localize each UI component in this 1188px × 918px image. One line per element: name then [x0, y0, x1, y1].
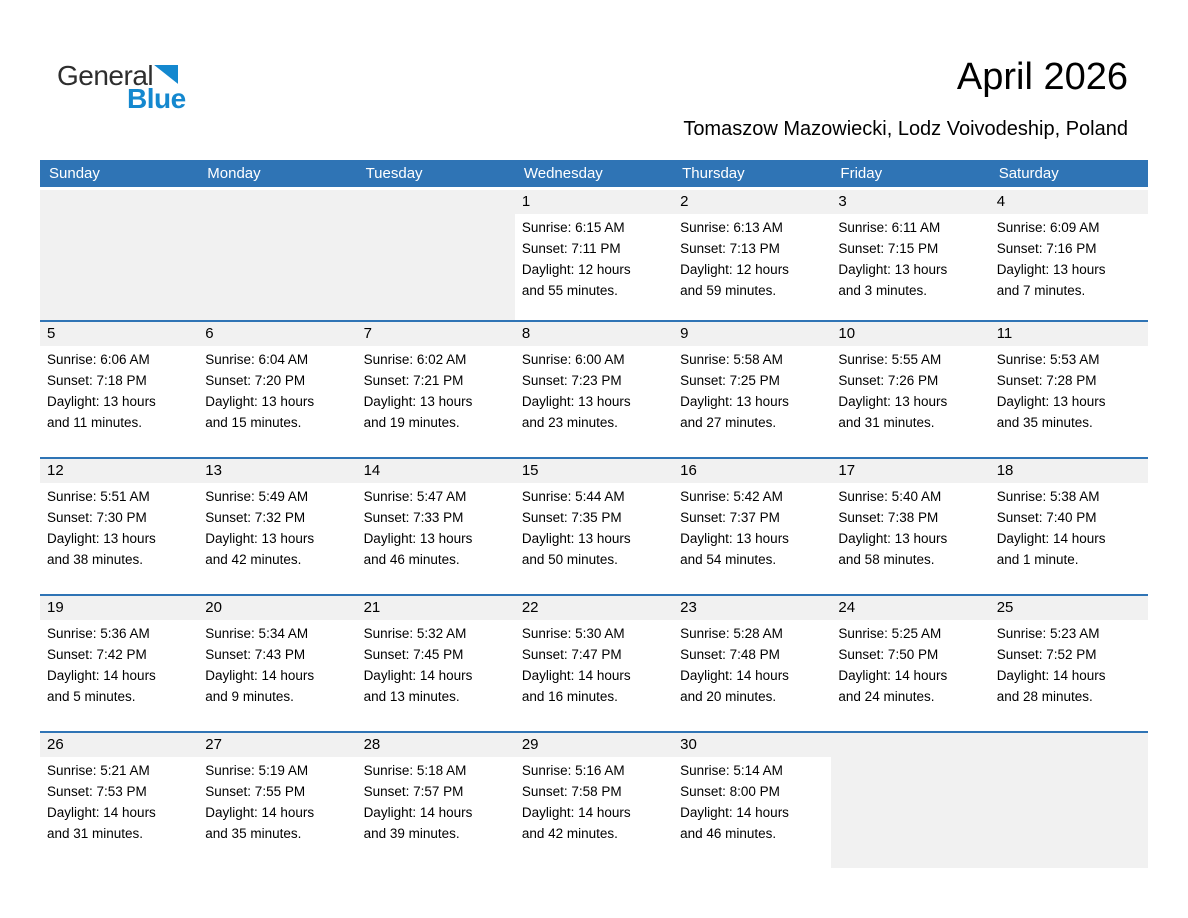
daylight-text-line2: and 31 minutes.	[47, 825, 144, 841]
sunrise-text: Sunrise: 5:44 AM	[521, 489, 625, 504]
daylight-text-line1: Daylight: 14 hours	[680, 667, 789, 683]
calendar-empty-cell	[198, 190, 356, 320]
day-number: 16	[673, 459, 831, 483]
day-info	[673, 483, 831, 571]
calendar-day-cell	[673, 733, 831, 868]
daylight-text-line1: Daylight: 14 hours	[521, 804, 631, 820]
daylight-text-line1: Daylight: 14 hours	[521, 667, 631, 683]
calendar-day-cell	[990, 459, 1148, 594]
logo-text-blue: Blue	[127, 83, 186, 114]
empty-number-band	[357, 190, 515, 214]
daylight-text-line2: and 20 minutes.	[680, 688, 777, 704]
week-row	[40, 457, 1148, 594]
sunset-text: Sunset: 7:26 PM	[838, 372, 939, 388]
day-info	[40, 620, 198, 708]
day-info	[357, 620, 515, 708]
day-number: 30	[673, 733, 831, 757]
day-number: 2	[673, 190, 831, 214]
calendar-day-cell	[198, 596, 356, 731]
empty-number-band	[990, 733, 1148, 757]
day-info	[515, 214, 673, 302]
sunrise-text: Sunrise: 5:51 AM	[47, 489, 150, 504]
sunrise-text: Sunrise: 5:19 AM	[205, 763, 309, 778]
sunset-text: Sunset: 7:13 PM	[680, 240, 780, 256]
daylight-text-line2: and 7 minutes.	[996, 282, 1086, 298]
daylight-text-line2: and 19 minutes.	[363, 414, 460, 430]
sunset-text: Sunset: 7:48 PM	[680, 646, 780, 662]
day-number: 24	[831, 596, 989, 620]
sunset-text: Sunset: 7:58 PM	[521, 783, 622, 799]
page-subtitle: Tomaszow Mazowiecki, Lodz Voivodeship, Poland	[683, 118, 1128, 140]
calendar-day-cell	[673, 322, 831, 457]
day-number: 21	[357, 596, 515, 620]
sunrise-text: Sunrise: 5:40 AM	[838, 489, 942, 504]
daylight-text-line1: Daylight: 13 hours	[838, 261, 948, 277]
weekday-sunday: Sunday	[49, 165, 100, 182]
daylight-text-line1: Daylight: 13 hours	[838, 393, 948, 409]
sunset-text: Sunset: 7:33 PM	[363, 509, 464, 525]
daylight-text-line1: Daylight: 13 hours	[996, 393, 1106, 409]
logo	[57, 60, 217, 115]
sunrise-text: Sunrise: 6:09 AM	[996, 220, 1100, 235]
day-info	[515, 620, 673, 708]
sunrise-text: Sunrise: 5:58 AM	[680, 352, 783, 367]
daylight-text-line1: Daylight: 13 hours	[363, 530, 473, 546]
day-number: 18	[990, 459, 1148, 483]
sunset-text: Sunset: 7:11 PM	[521, 240, 621, 256]
sunset-text: Sunset: 7:32 PM	[205, 509, 306, 525]
daylight-text-line2: and 23 minutes.	[521, 414, 618, 430]
day-number: 25	[990, 596, 1148, 620]
calendar	[40, 160, 1148, 868]
day-info	[673, 620, 831, 708]
daylight-text-line1: Daylight: 14 hours	[205, 804, 315, 820]
calendar-day-cell	[40, 459, 198, 594]
sunset-text: Sunset: 7:52 PM	[996, 646, 1097, 662]
day-number: 12	[40, 459, 198, 483]
day-number: 19	[40, 596, 198, 620]
daylight-text-line1: Daylight: 12 hours	[521, 261, 631, 277]
week-row	[40, 594, 1148, 731]
weekday-thursday: Thursday	[682, 165, 745, 182]
sunset-text: Sunset: 7:57 PM	[363, 783, 464, 799]
day-number: 17	[831, 459, 989, 483]
daylight-text-line1: Daylight: 14 hours	[363, 667, 473, 683]
sunrise-text: Sunrise: 6:13 AM	[680, 220, 783, 235]
page-title: April 2026	[956, 56, 1128, 98]
day-info	[357, 757, 515, 845]
calendar-day-cell	[831, 459, 989, 594]
calendar-day-cell	[831, 322, 989, 457]
day-number: 8	[515, 322, 673, 346]
daylight-text-line1: Daylight: 14 hours	[838, 667, 948, 683]
daylight-text-line2: and 42 minutes.	[521, 825, 618, 841]
daylight-text-line1: Daylight: 13 hours	[47, 393, 156, 409]
daylight-text-line1: Daylight: 13 hours	[47, 530, 156, 546]
day-info	[673, 346, 831, 434]
daylight-text-line1: Daylight: 13 hours	[521, 530, 631, 546]
sunset-text: Sunset: 8:00 PM	[680, 783, 780, 799]
daylight-text-line2: and 35 minutes.	[205, 825, 302, 841]
day-number: 27	[198, 733, 356, 757]
daylight-text-line1: Daylight: 14 hours	[47, 804, 156, 820]
day-info	[40, 757, 198, 845]
sunset-text: Sunset: 7:30 PM	[47, 509, 147, 525]
daylight-text-line1: Daylight: 13 hours	[521, 393, 631, 409]
empty-number-band	[831, 733, 989, 757]
day-number: 13	[198, 459, 356, 483]
day-number: 11	[990, 322, 1148, 346]
day-info	[990, 214, 1148, 302]
daylight-text-line1: Daylight: 13 hours	[838, 530, 948, 546]
daylight-text-line1: Daylight: 14 hours	[47, 667, 156, 683]
sunrise-text: Sunrise: 5:34 AM	[205, 626, 309, 641]
calendar-day-cell	[198, 322, 356, 457]
sunrise-text: Sunrise: 5:42 AM	[680, 489, 783, 504]
daylight-text-line2: and 58 minutes.	[838, 551, 935, 567]
sunset-text: Sunset: 7:37 PM	[680, 509, 780, 525]
week-row	[40, 320, 1148, 457]
calendar-day-cell	[990, 596, 1148, 731]
day-number: 29	[515, 733, 673, 757]
weekday-monday: Monday	[207, 165, 261, 182]
calendar-day-cell	[357, 322, 515, 457]
daylight-text-line2: and 42 minutes.	[205, 551, 302, 567]
daylight-text-line2: and 24 minutes.	[838, 688, 935, 704]
daylight-text-line2: and 59 minutes.	[680, 282, 777, 298]
sunset-text: Sunset: 7:47 PM	[521, 646, 622, 662]
day-number: 9	[673, 322, 831, 346]
day-number: 6	[198, 322, 356, 346]
calendar-day-cell	[515, 459, 673, 594]
sunrise-text: Sunrise: 6:06 AM	[47, 352, 150, 367]
day-number: 23	[673, 596, 831, 620]
day-number: 14	[357, 459, 515, 483]
day-info	[831, 346, 989, 434]
daylight-text-line2: and 1 minute.	[996, 551, 1079, 567]
daylight-text-line1: Daylight: 14 hours	[680, 804, 789, 820]
sunset-text: Sunset: 7:18 PM	[47, 372, 147, 388]
day-info	[990, 620, 1148, 708]
daylight-text-line2: and 9 minutes.	[205, 688, 294, 704]
sunrise-text: Sunrise: 6:04 AM	[205, 352, 309, 367]
day-info	[40, 346, 198, 434]
sunrise-text: Sunrise: 5:25 AM	[838, 626, 942, 641]
daylight-text-line2: and 16 minutes.	[521, 688, 618, 704]
sunset-text: Sunset: 7:38 PM	[838, 509, 939, 525]
calendar-day-cell	[673, 596, 831, 731]
sunrise-text: Sunrise: 5:18 AM	[363, 763, 467, 778]
sunset-text: Sunset: 7:25 PM	[680, 372, 780, 388]
daylight-text-line1: Daylight: 14 hours	[363, 804, 473, 820]
sunrise-text: Sunrise: 6:02 AM	[363, 352, 467, 367]
day-number: 15	[515, 459, 673, 483]
empty-number-band	[40, 190, 198, 214]
sunset-text: Sunset: 7:53 PM	[47, 783, 147, 799]
daylight-text-line2: and 46 minutes.	[680, 825, 777, 841]
daylight-text-line1: Daylight: 13 hours	[680, 530, 789, 546]
calendar-empty-cell	[831, 733, 989, 868]
sunrise-text: Sunrise: 6:00 AM	[521, 352, 625, 367]
calendar-day-cell	[357, 733, 515, 868]
daylight-text-line2: and 54 minutes.	[680, 551, 777, 567]
day-info	[515, 346, 673, 434]
day-info	[673, 757, 831, 845]
calendar-day-cell	[357, 596, 515, 731]
daylight-text-line1: Daylight: 13 hours	[205, 393, 315, 409]
day-number: 26	[40, 733, 198, 757]
calendar-day-cell	[198, 733, 356, 868]
daylight-text-line2: and 5 minutes.	[47, 688, 136, 704]
day-number: 10	[831, 322, 989, 346]
daylight-text-line2: and 55 minutes.	[521, 282, 618, 298]
day-number: 7	[357, 322, 515, 346]
calendar-empty-cell	[40, 190, 198, 320]
empty-number-band	[198, 190, 356, 214]
day-number: 3	[831, 190, 989, 214]
week-row	[40, 190, 1148, 320]
day-number: 1	[515, 190, 673, 214]
calendar-day-cell	[40, 322, 198, 457]
daylight-text-line2: and 35 minutes.	[996, 414, 1093, 430]
day-info	[40, 483, 198, 571]
calendar-day-cell	[40, 596, 198, 731]
daylight-text-line1: Daylight: 14 hours	[205, 667, 315, 683]
daylight-text-line1: Daylight: 13 hours	[205, 530, 315, 546]
day-info	[198, 620, 356, 708]
daylight-text-line2: and 27 minutes.	[680, 414, 777, 430]
day-info	[515, 757, 673, 845]
day-info	[515, 483, 673, 571]
sunset-text: Sunset: 7:42 PM	[47, 646, 147, 662]
sunrise-text: Sunrise: 5:55 AM	[838, 352, 942, 367]
sunset-text: Sunset: 7:50 PM	[838, 646, 939, 662]
day-info	[990, 483, 1148, 571]
daylight-text-line1: Daylight: 13 hours	[363, 393, 473, 409]
sunset-text: Sunset: 7:15 PM	[838, 240, 939, 256]
daylight-text-line2: and 31 minutes.	[838, 414, 935, 430]
day-info	[357, 483, 515, 571]
daylight-text-line2: and 13 minutes.	[363, 688, 460, 704]
calendar-day-cell	[515, 322, 673, 457]
daylight-text-line2: and 39 minutes.	[363, 825, 460, 841]
sunrise-text: Sunrise: 6:15 AM	[521, 220, 625, 235]
calendar-empty-cell	[357, 190, 515, 320]
calendar-day-cell	[515, 733, 673, 868]
daylight-text-line2: and 11 minutes.	[47, 414, 143, 430]
week-row	[40, 731, 1148, 868]
sunrise-text: Sunrise: 5:28 AM	[680, 626, 783, 641]
daylight-text-line1: Daylight: 12 hours	[680, 261, 789, 277]
weekday-saturday: Saturday	[998, 165, 1059, 182]
daylight-text-line2: and 50 minutes.	[521, 551, 618, 567]
day-number: 22	[515, 596, 673, 620]
sunset-text: Sunset: 7:55 PM	[205, 783, 306, 799]
daylight-text-line2: and 38 minutes.	[47, 551, 144, 567]
day-info	[831, 620, 989, 708]
sunset-text: Sunset: 7:23 PM	[521, 372, 622, 388]
weekday-tuesday: Tuesday	[365, 165, 423, 182]
day-info	[831, 214, 989, 302]
calendar-day-cell	[40, 733, 198, 868]
sunrise-text: Sunrise: 5:23 AM	[996, 626, 1100, 641]
daylight-text-line1: Daylight: 14 hours	[996, 530, 1106, 546]
sunrise-text: Sunrise: 6:11 AM	[838, 220, 941, 235]
day-info	[673, 214, 831, 302]
logo-flag-icon	[154, 65, 178, 84]
weekday-header	[40, 160, 1148, 187]
day-info	[198, 483, 356, 571]
sunset-text: Sunset: 7:20 PM	[205, 372, 306, 388]
logo-text-general: General	[57, 60, 154, 91]
calendar-grid	[40, 190, 1148, 868]
sunrise-text: Sunrise: 5:14 AM	[680, 763, 783, 778]
calendar-day-cell	[515, 190, 673, 320]
calendar-day-cell	[990, 190, 1148, 320]
sunrise-text: Sunrise: 5:32 AM	[363, 626, 467, 641]
daylight-text-line1: Daylight: 14 hours	[996, 667, 1106, 683]
sunrise-text: Sunrise: 5:38 AM	[996, 489, 1100, 504]
calendar-day-cell	[673, 190, 831, 320]
day-number: 5	[40, 322, 198, 346]
sunset-text: Sunset: 7:43 PM	[205, 646, 306, 662]
daylight-text-line2: and 15 minutes.	[205, 414, 302, 430]
day-info	[831, 483, 989, 571]
daylight-text-line2: and 3 minutes.	[838, 282, 927, 298]
day-info	[198, 346, 356, 434]
sunrise-text: Sunrise: 5:53 AM	[996, 352, 1100, 367]
calendar-day-cell	[831, 190, 989, 320]
calendar-day-cell	[831, 596, 989, 731]
sunset-text: Sunset: 7:21 PM	[363, 372, 464, 388]
sunrise-text: Sunrise: 5:30 AM	[521, 626, 625, 641]
weekday-friday: Friday	[840, 165, 883, 182]
calendar-empty-cell	[990, 733, 1148, 868]
daylight-text-line2: and 28 minutes.	[996, 688, 1093, 704]
sunset-text: Sunset: 7:28 PM	[996, 372, 1097, 388]
daylight-text-line1: Daylight: 13 hours	[680, 393, 789, 409]
day-number: 28	[357, 733, 515, 757]
sunrise-text: Sunrise: 5:36 AM	[47, 626, 150, 641]
day-number: 4	[990, 190, 1148, 214]
day-info	[990, 346, 1148, 434]
day-info	[357, 346, 515, 434]
sunset-text: Sunset: 7:45 PM	[363, 646, 464, 662]
sunset-text: Sunset: 7:16 PM	[996, 240, 1097, 256]
calendar-day-cell	[198, 459, 356, 594]
calendar-day-cell	[357, 459, 515, 594]
calendar-day-cell	[673, 459, 831, 594]
daylight-text-line2: and 46 minutes.	[363, 551, 460, 567]
day-info	[198, 757, 356, 845]
weekday-wednesday: Wednesday	[523, 165, 603, 182]
sunrise-text: Sunrise: 5:21 AM	[47, 763, 150, 778]
sunset-text: Sunset: 7:40 PM	[996, 509, 1097, 525]
daylight-text-line1: Daylight: 13 hours	[996, 261, 1106, 277]
day-number: 20	[198, 596, 356, 620]
sunrise-text: Sunrise: 5:16 AM	[521, 763, 625, 778]
calendar-day-cell	[990, 322, 1148, 457]
sunrise-text: Sunrise: 5:49 AM	[205, 489, 309, 504]
calendar-day-cell	[515, 596, 673, 731]
sunset-text: Sunset: 7:35 PM	[521, 509, 622, 525]
sunrise-text: Sunrise: 5:47 AM	[363, 489, 467, 504]
